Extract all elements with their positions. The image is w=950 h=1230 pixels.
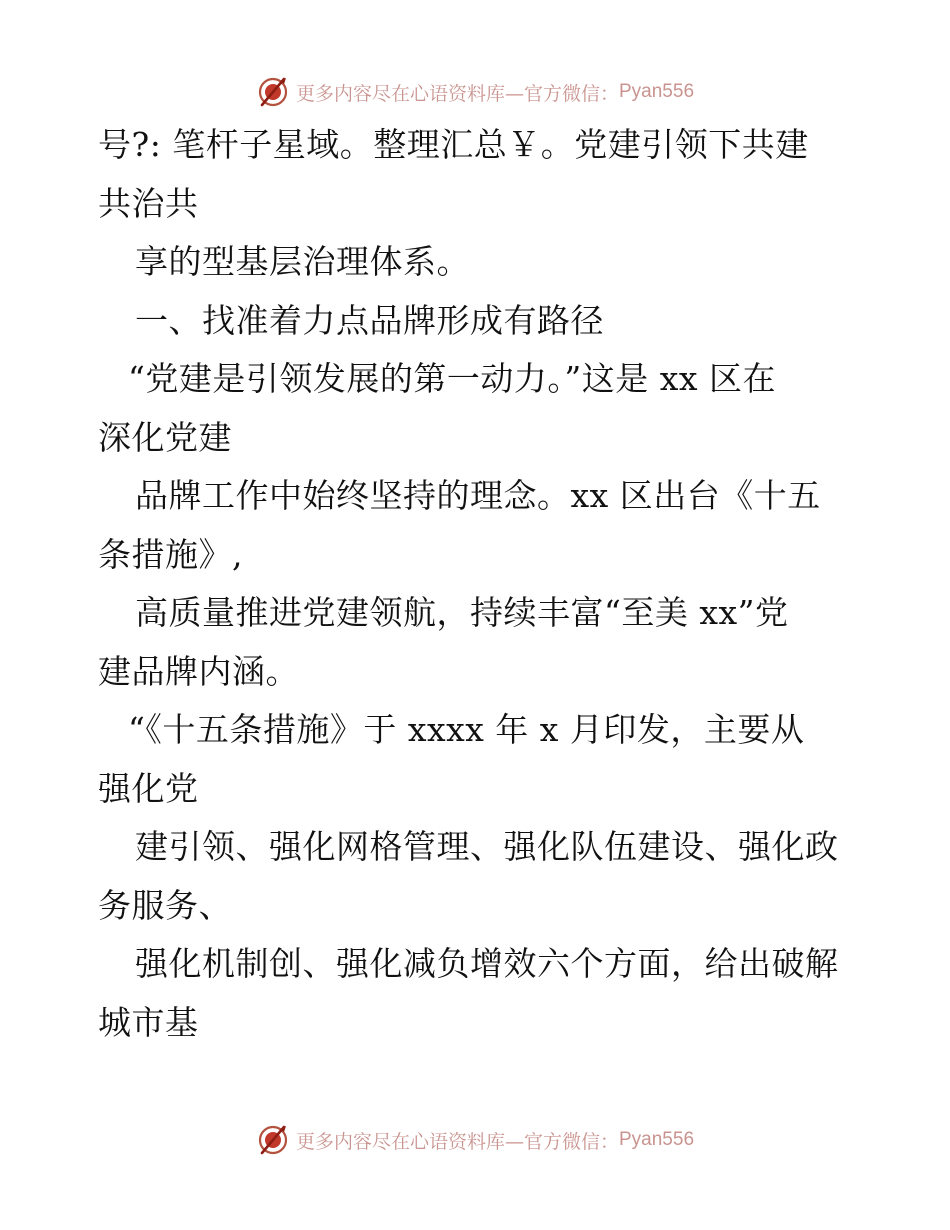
footer-banner xyxy=(0,1120,950,1160)
body-line: “党建是引领发展的第一动力。”这是 xx 区在 xyxy=(128,359,776,398)
header-banner-wechat-id: Pyan556 xyxy=(619,81,695,102)
quill-seal-icon xyxy=(256,75,290,109)
body-line: “《十五条措施》于 xxxx 年 x 月印发，主要从 xyxy=(128,710,805,749)
footer-banner-text: 更多内容尽在心语资料库—官方微信： xyxy=(295,1130,619,1153)
header-banner-text: 更多内容尽在心语资料库—官方微信： xyxy=(295,82,619,105)
document-body xyxy=(98,116,858,1052)
header-banner xyxy=(0,72,950,112)
body-line: 务服务、 xyxy=(98,885,232,925)
body-line: 共治共 xyxy=(98,183,199,223)
body-line: 建品牌内涵。 xyxy=(98,651,299,691)
footer-banner-wechat-id: Pyan556 xyxy=(619,1129,695,1150)
body-line: 号?: 笔杆子星域。整理汇总￥。党建引领下共建 xyxy=(98,125,809,164)
body-line: 强化机制创、强化减负增效六个方面，给出破解 xyxy=(135,944,839,983)
body-line: 条措施》, xyxy=(98,534,243,574)
body-line: 城市基 xyxy=(98,1002,199,1042)
body-line: 强化党 xyxy=(98,768,199,808)
body-line: 品牌工作中始终坚持的理念。xx 区出台《十五 xyxy=(135,476,821,515)
section-heading: 一、找准着力点品牌形成有路径 xyxy=(135,300,604,340)
body-line: 深化党建 xyxy=(98,417,232,457)
quill-seal-icon xyxy=(256,1123,290,1157)
body-line: 高质量推进党建领航，持续丰富“至美 xx”党 xyxy=(135,593,789,632)
body-line: 建引领、强化网格管理、强化队伍建设、强化政 xyxy=(135,827,839,866)
body-line: 享的型基层治理体系。 xyxy=(135,242,470,281)
